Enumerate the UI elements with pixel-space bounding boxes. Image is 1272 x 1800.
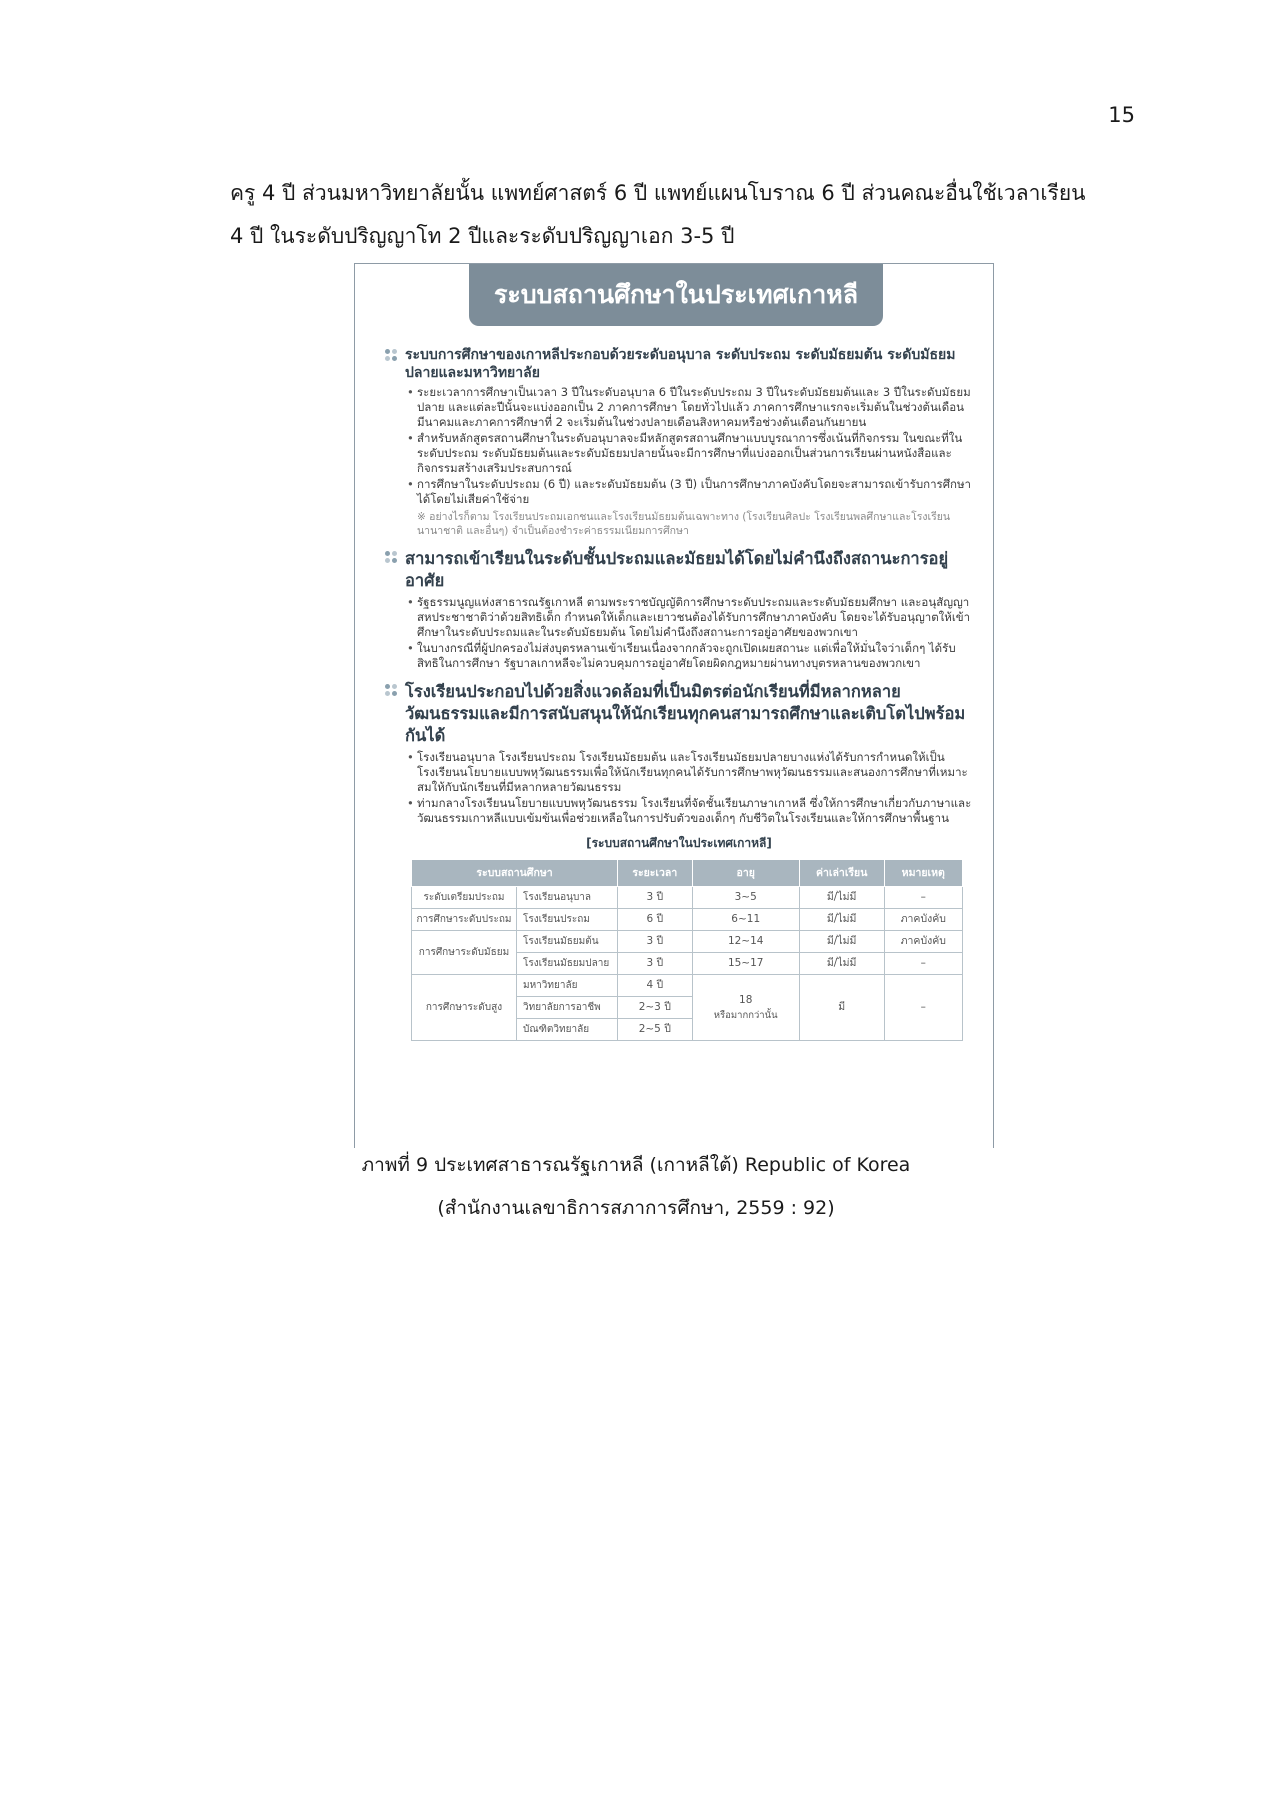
table-cell: 12~14 <box>692 931 799 953</box>
section-heading <box>385 681 973 747</box>
list-item: • ในบางกรณีที่ผู้ปกครองไม่ส่งบุตรหลานเข้าเรียนเนื่องจากกลัวจะถูกเปิดเผยสถานะ แต่เพื่อให้มั่นใจว่าเด็กๆ ได้รับสิทธิในการศึกษา รัฐบาลเกาหลีจะไม่ควบคุมการอยู่อาศัยโดยผิดกฎหมายผ่านทางบุตรหลานของพวกเขา <box>407 641 973 671</box>
paragraph-line-1: ครู 4 ปี ส่วนมหาวิทยาลัยนั้น แพทย์ศาสตร์ 6 ปี แพทย์แผนโบราณ 6 ปี ส่วนคณะอื่นใช้เวลาเรียน <box>230 181 1086 205</box>
table-cell: โรงเรียนอนุบาล <box>517 887 618 909</box>
dots-bullet-icon <box>385 349 401 363</box>
figure-caption: ภาพที่ 9 ประเทศสาธารณรัฐเกาหลี (เกาหลีใต้) Republic of Korea <box>361 1154 911 1176</box>
list-item: • โรงเรียนอนุบาล โรงเรียนประถม โรงเรียนมัธยมต้น และโรงเรียนมัธยมปลายบางแห่งได้รับการกำหนดให้เป็นโรงเรียนนโยบายแบบพหุวัฒนธรรมเพื่อให้นักเรียนทุกคนได้รับการศึกษาพหุวัฒนธรรมและสนองการศึกษาที่เหมาะสมให้กับนักเรียนที่มีหลากหลายวัฒนธรรม <box>407 750 973 795</box>
section-1 <box>385 346 973 538</box>
table-cell: มี/ไม่มี <box>799 887 884 909</box>
age-value: 18 <box>739 993 753 1006</box>
table-cell: มหาวิทยาลัย <box>517 975 618 997</box>
table-cell: มี/ไม่มี <box>799 931 884 953</box>
list-item: • ท่ามกลางโรงเรียนนโยบายแบบพหุวัฒนธรรม โรงเรียนที่จัดชั้นเรียนภาษาเกาหลี ซึ่งให้การศึกษาเกี่ยวกับภาษาและวัฒนธรรมเกาหลีแบบเข้มข้นเพื่อช่วยเหลือในการปรับตัวของเด็กๆ กับชีวิตในโรงเรียนและให้การศึกษาพื้นฐาน <box>407 796 973 826</box>
list-item: • การศึกษาในระดับประถม (6 ปี) และระดับมัธยมต้น (3 ปี) เป็นการศึกษาภาคบังคับโดยจะสามารถเข้ารับการศึกษาได้โดยไม่เสียค่าใช้จ่าย <box>407 477 973 507</box>
section-1-note: ※ อย่างไรก็ตาม โรงเรียนประถมเอกชนและโรงเรียนมัธยมต้นเฉพาะทาง (โรงเรียนศิลปะ โรงเรียนพลศึกษาและโรงเรียนนานาชาติ และอื่นๆ) จำเป็นต้องชำระค่าธรรมเนียมการศึกษา <box>417 511 951 537</box>
section-heading <box>385 346 973 382</box>
figure-title: ระบบสถานศึกษาในประเทศเกาหลี <box>469 264 883 326</box>
table-row <box>412 909 963 931</box>
table-cell: 3~5 <box>692 887 799 909</box>
table-row <box>412 887 963 909</box>
list-item: • รัฐธรรมนูญแห่งสาธารณรัฐเกาหลี ตามพระราชบัญญัติการศึกษาระดับประถมและระดับมัธยมศึกษา และอนุสัญญาสหประชาชาติว่าด้วยสิทธิเด็ก กำหนดให้เด็กและเยาวชนต้องได้รับการศึกษาภาคบังคับ โดยจะได้รับอนุญาตให้เข้าศึกษาในระดับประถมและในระดับมัธยมต้น โดยไม่คำนึงถึงสถานะการอยู่อาศัยของพวกเขา <box>407 595 973 640</box>
page-number: 15 <box>1108 103 1135 127</box>
table-cell: 3 ปี <box>618 953 693 975</box>
table-header-row <box>412 860 963 887</box>
age-sub: หรือมากกว่านั้น <box>713 1009 778 1021</box>
table-cell: บัณฑิตวิทยาลัย <box>517 1019 618 1041</box>
table-row <box>412 975 963 997</box>
table-header: หมายเหตุ <box>884 860 962 887</box>
table-cell: การศึกษาระดับสูง <box>412 975 517 1041</box>
table-header: ค่าเล่าเรียน <box>799 860 884 887</box>
section-3-heading: โรงเรียนประกอบไปด้วยสิ่งแวดล้อมที่เป็นมิตรต่อนักเรียนที่มีหลากหลายวัฒนธรรมและมีการสนับสนุนให้นักเรียนทุกคนสามารถศึกษาและเติบโตไปพร้อมกันได้ <box>405 682 966 745</box>
table-cell: ภาคบังคับ <box>884 931 962 953</box>
section-2-heading: สามารถเข้าเรียนในระดับชั้นประถมและมัธยมได้โดยไม่คำนึงถึงสถานะการอยู่อาศัย <box>405 549 949 590</box>
table-cell: – <box>884 975 962 1041</box>
list-item: • ระยะเวลาการศึกษาเป็นเวลา 3 ปีในระดับอนุบาล 6 ปีในระดับประถม 3 ปีในระดับมัธยมต้นและ 3 ปีในระดับมัธยมปลาย และแต่ละปีนั้นจะแบ่งออกเป็น 2 ภาคการศึกษา โดยทั่วไปแล้ว ภาคการศึกษาแรกจะเริ่มต้นในช่วงต้นเดือนมีนาคมและภาคการศึกษาที่ 2 จะเริ่มต้นในช่วงปลายเดือนสิงหาคมหรือช่วงต้นเดือนกันยายน <box>407 385 973 430</box>
paragraph-line-2: 4 ปี ในระดับปริญญาโท 2 ปีและระดับปริญญาเอก 3-5 ปี <box>230 224 735 248</box>
table-cell: 6 ปี <box>618 909 693 931</box>
table-cell: การศึกษาระดับประถม <box>412 909 517 931</box>
section-3-bullets <box>407 750 973 826</box>
section-3 <box>385 681 973 826</box>
table-header: อายุ <box>692 860 799 887</box>
table-cell: ภาคบังคับ <box>884 909 962 931</box>
body-paragraph <box>230 172 1120 258</box>
table-cell: – <box>884 887 962 909</box>
table-row <box>412 931 963 953</box>
table-cell: โรงเรียนมัธยมปลาย <box>517 953 618 975</box>
dots-bullet-icon <box>385 551 401 565</box>
table-title: [ระบบสถานศึกษาในประเทศเกาหลี] <box>586 836 772 850</box>
list-item: • สำหรับหลักสูตรสถานศึกษาในระดับอนุบาลจะมีหลักสูตรสถานศึกษาแบบบูรณาการซึ่งเน้นที่กิจกรรม ในขณะที่ในระดับประถม ระดับมัธยมต้นและระดับมัธยมปลายนั้นจะมีการศึกษาที่แบ่งออกเป็นส่วนการเรียนผ่านหนังสือและกิจกรรมสร้างเสริมประสบการณ์ <box>407 431 973 476</box>
section-heading <box>385 548 973 592</box>
section-2-bullets <box>407 595 973 671</box>
section-2 <box>385 548 973 671</box>
table-cell: 4 ปี <box>618 975 693 997</box>
figure-korea-education <box>354 263 994 1148</box>
table-cell: วิทยาลัยการอาชีพ <box>517 997 618 1019</box>
figure-source: (สำนักงานเลขาธิการสภาการศึกษา, 2559 : 92) <box>437 1197 835 1219</box>
table-cell: 2~3 ปี <box>618 997 693 1019</box>
table-cell: มี/ไม่มี <box>799 953 884 975</box>
table-cell: ระดับเตรียมประถม <box>412 887 517 909</box>
dots-bullet-icon <box>385 684 401 698</box>
table-cell: มี/ไม่มี <box>799 909 884 931</box>
education-system-table <box>411 859 963 1041</box>
table-cell: 2~5 ปี <box>618 1019 693 1041</box>
section-1-bullets <box>407 385 973 507</box>
figure-content <box>385 346 973 1041</box>
table-cell <box>692 975 799 1041</box>
table-header: ระยะเวลา <box>618 860 693 887</box>
table-cell: 3 ปี <box>618 931 693 953</box>
table-cell: 6~11 <box>692 909 799 931</box>
table-cell: มี <box>799 975 884 1041</box>
table-header: ระบบสถานศึกษา <box>412 860 618 887</box>
table-cell: โรงเรียนประถม <box>517 909 618 931</box>
table-cell: 3 ปี <box>618 887 693 909</box>
section-1-heading: ระบบการศึกษาของเกาหลีประกอบด้วยระดับอนุบาล ระดับประถม ระดับมัธยมต้น ระดับมัธยมปลายและมหาวิทยาลัย <box>405 347 956 381</box>
table-cell: โรงเรียนมัธยมต้น <box>517 931 618 953</box>
table-cell: – <box>884 953 962 975</box>
table-cell: การศึกษาระดับมัธยม <box>412 931 517 975</box>
table-cell: 15~17 <box>692 953 799 975</box>
